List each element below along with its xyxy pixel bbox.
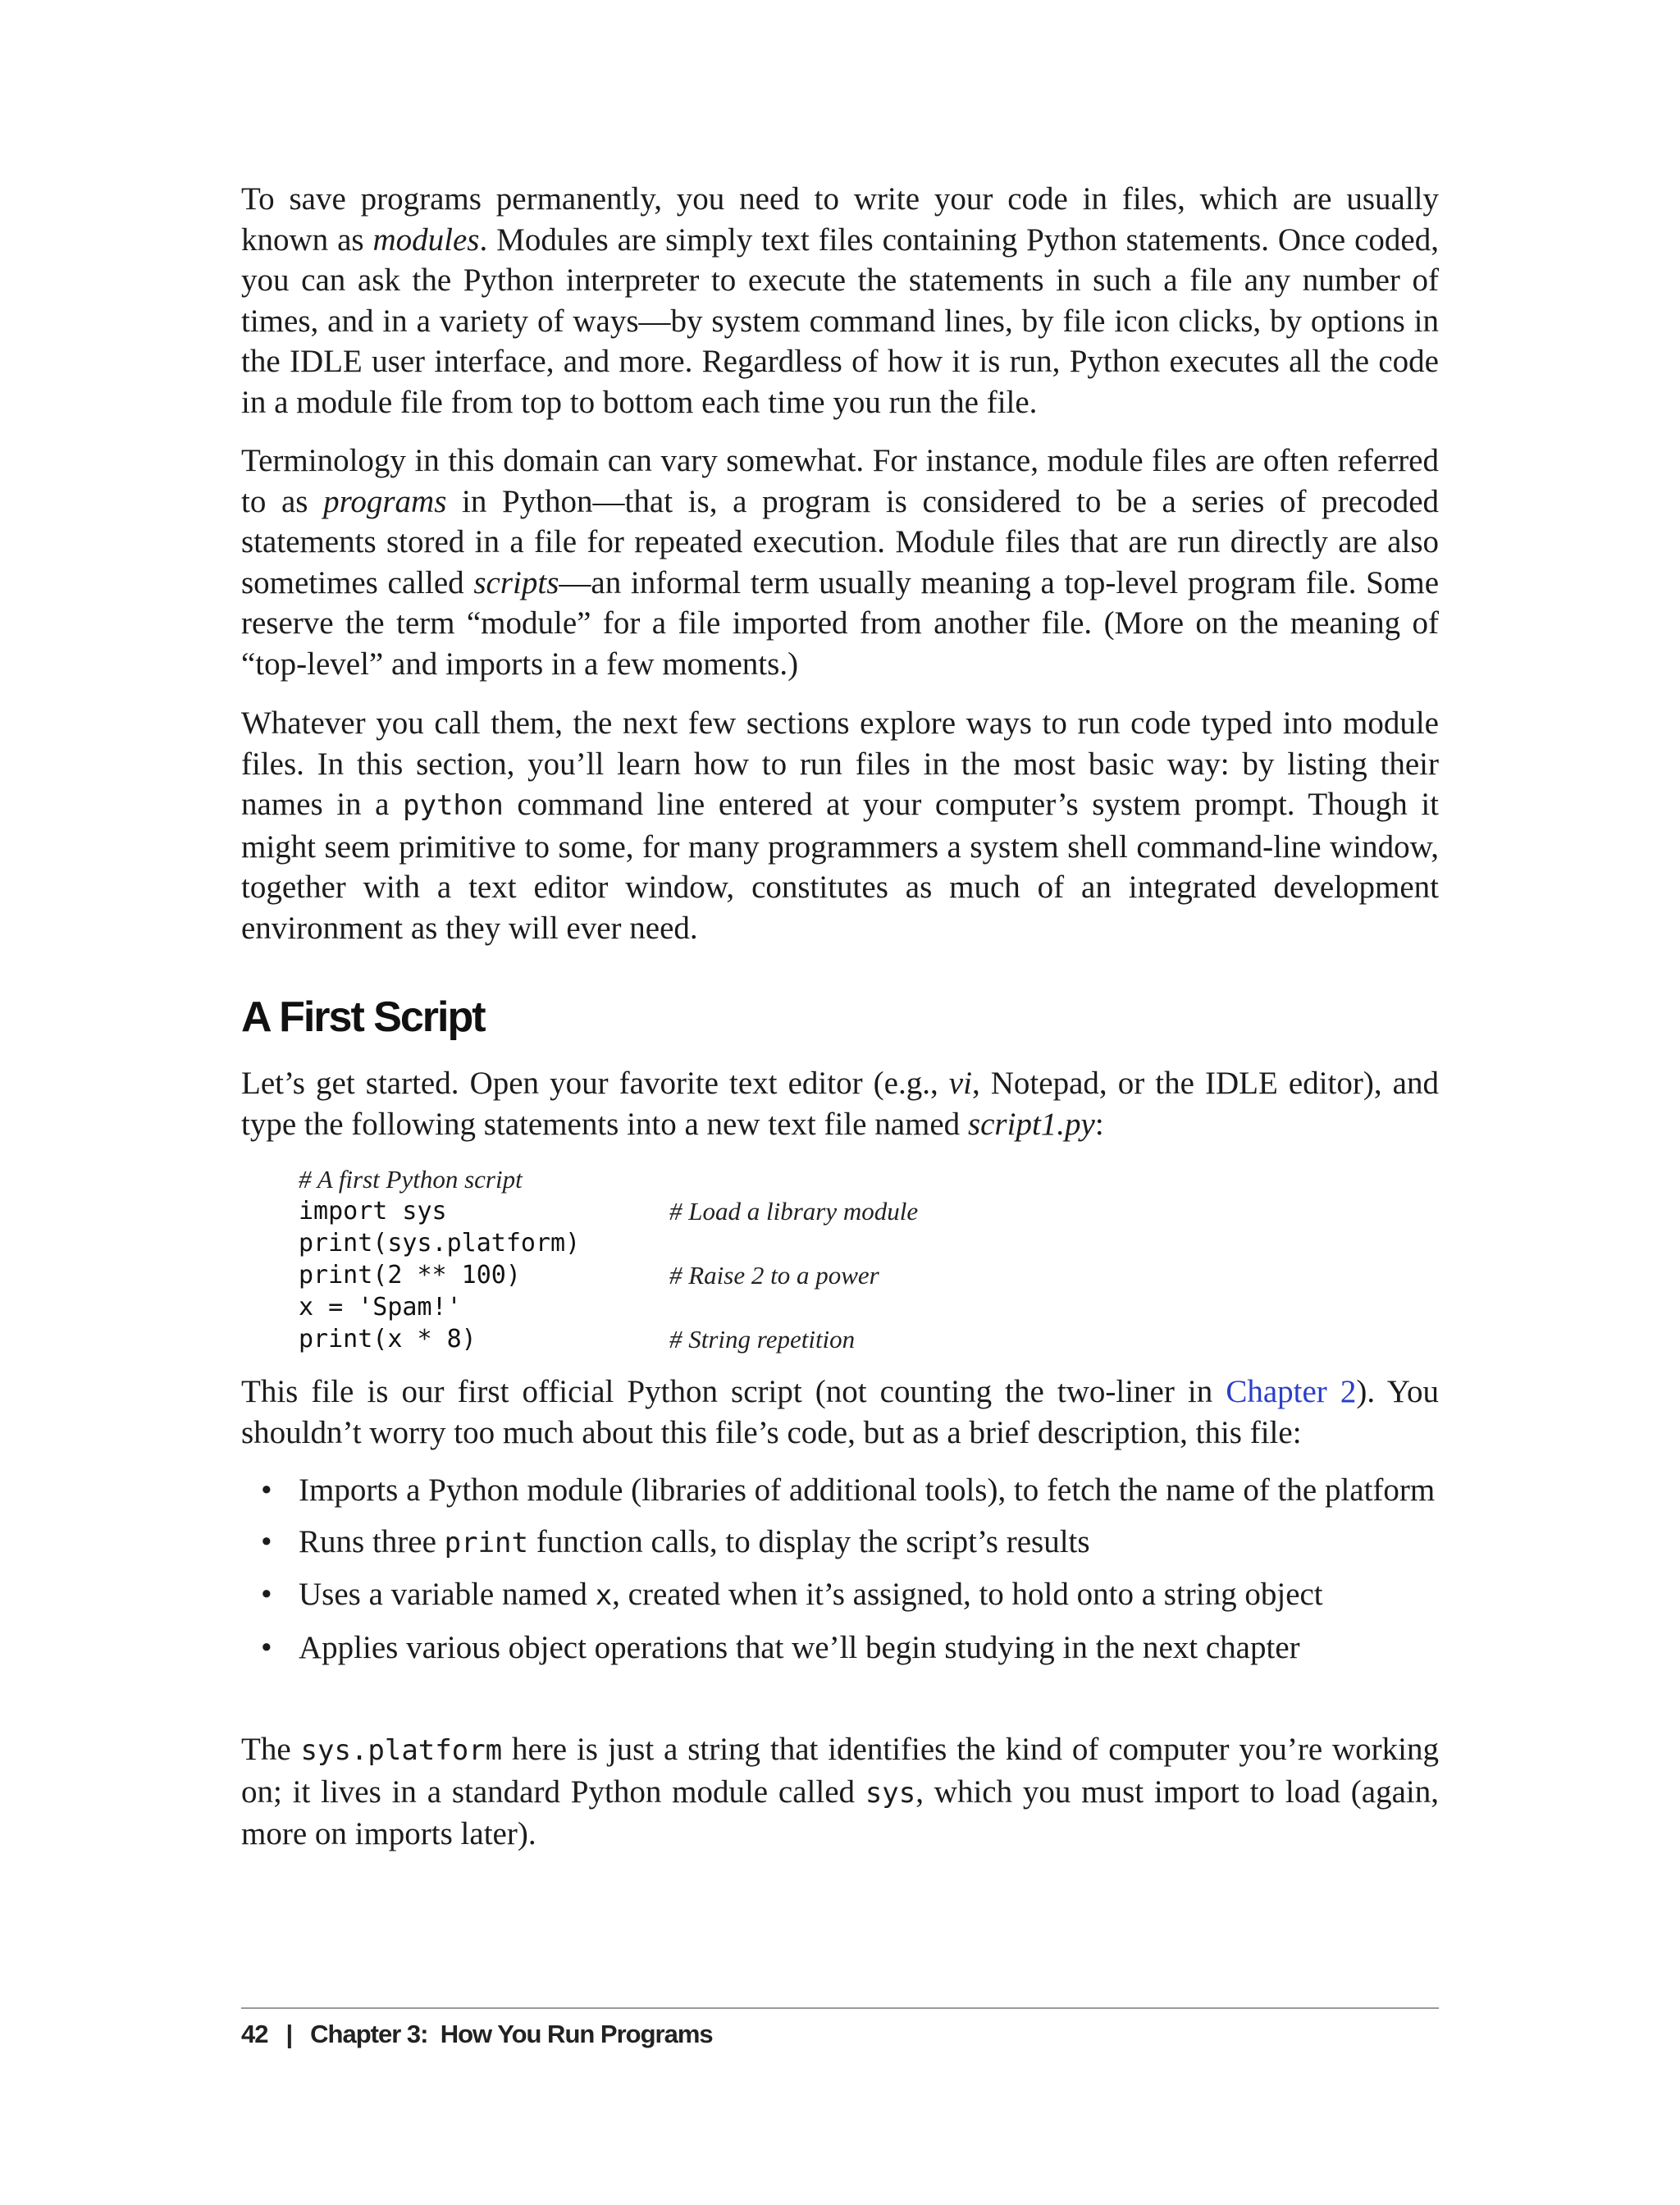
text-run: This file is our first official Python script (not counting the two-liner in — [241, 1374, 1226, 1409]
filename-script1: script1.py — [967, 1106, 1095, 1142]
text-run: in Python—that is, a program is considered to be a series of precoded statements stored in a file for repeated execution. Module files that are run directly are also sometimes called — [241, 483, 1440, 600]
running-footer-chapter: Chapter 3: How You Run Programs — [310, 2020, 713, 2048]
paragraph-whatever — [241, 703, 1439, 948]
term-vi: vi — [948, 1066, 972, 1101]
inline-code-x: x — [595, 1579, 613, 1612]
inline-code-python: python — [403, 789, 504, 822]
code-comment: # Load a library module — [669, 1197, 919, 1226]
text-run: Imports a Python module (libraries of additional tools), to fetch the name of the platform — [299, 1472, 1436, 1508]
text-run: command line entered at your computer’s system prompt. Though it might seem primitive to some, for many programmers a system shell command-line window, together with a text editor window, constitutes as much of an integrated development environment as they will ever need. — [241, 787, 1439, 946]
text-run: Applies various object operations that we’ll begin studying in the next chapter — [299, 1629, 1300, 1665]
text-run: The — [241, 1732, 301, 1767]
text-run: , created when it’s assigned, to hold onto a string object — [612, 1577, 1323, 1612]
bullet-icon: • — [261, 1523, 272, 1559]
inline-code-sys: sys — [865, 1776, 916, 1810]
code-statement: print(sys.platform) — [299, 1229, 581, 1258]
footer-divider — [241, 2007, 1439, 2009]
text-run: Terminology in this domain can vary somewhat. For instance, module files are often referred to as — [241, 443, 1439, 519]
section-heading: A First Script — [241, 993, 485, 1041]
text-run: Uses a variable named — [299, 1577, 596, 1612]
chapter-2-link[interactable]: Chapter 2 — [1226, 1374, 1357, 1409]
term-programs: programs — [323, 483, 447, 519]
page-footer — [241, 2020, 713, 2049]
bullet-icon: • — [261, 1629, 272, 1665]
code-comment: # Raise 2 to a power — [669, 1261, 879, 1290]
term-scripts: scripts — [473, 564, 559, 600]
text-run: here is just a string that identifies the kind of computer you’re working on; it lives in a standard Python module called — [241, 1732, 1439, 1810]
code-line — [299, 1291, 1119, 1323]
footer-separator: | — [285, 2020, 293, 2048]
text-run: ). You shouldn’t worry too much about this file’s code, but as a brief description, this file: — [241, 1374, 1439, 1450]
paragraph-terminology — [241, 441, 1439, 684]
text-run: To save programs permanently, you need to write your code in files, which are usually known as — [241, 181, 1439, 258]
paragraph-sys-platform — [241, 1729, 1439, 1855]
text-run: , Notepad, or the IDLE editor), and type the following statements into a new text file named — [241, 1066, 1439, 1142]
bullet-list — [241, 1470, 1439, 1678]
list-item — [241, 1470, 1439, 1511]
text-run: . Modules are simply text files containing Python statements. Once coded, you can ask the Python interpreter to execute the statements in such a file any number of times, and in a variety of ways—by system command lines, by file icon clicks, by options in the IDLE user interface, and more. Regardless of how it is run, Python executes all the code in a module file from top to bottom each time you run the file. — [241, 221, 1439, 420]
bullet-icon: • — [261, 1577, 272, 1612]
list-item — [241, 1628, 1439, 1669]
code-statement: import sys — [299, 1197, 447, 1226]
text-run: , which you must import to load (again, more on imports later). — [241, 1774, 1439, 1851]
list-item — [241, 1522, 1439, 1564]
text-run: —an informal term usually meaning a top-level program file. Some reserve the term “module” for a file imported from another file. (More on the meaning of “top-level” and imports in a few moments.) — [241, 564, 1440, 682]
code-listing — [299, 1163, 1119, 1355]
text-run: Let’s get started. Open your favorite text editor (e.g., — [241, 1066, 949, 1101]
code-line — [299, 1323, 1119, 1355]
text-run: function calls, to display the script’s results — [528, 1523, 1090, 1559]
text-run: Runs three — [299, 1523, 445, 1559]
code-line — [299, 1227, 1119, 1259]
code-line — [299, 1259, 1119, 1291]
code-line — [299, 1195, 1119, 1227]
code-comment: # A first Python script — [299, 1165, 523, 1194]
code-statement: print(x * 8) — [299, 1325, 477, 1354]
code-statement: print(2 ** 100) — [299, 1261, 521, 1290]
inline-code-sys-platform: sys.platform — [300, 1734, 503, 1767]
term-modules: modules — [372, 221, 480, 258]
code-line — [299, 1163, 1119, 1195]
bullet-icon: • — [261, 1472, 272, 1508]
page-number: 42 — [241, 2020, 268, 2048]
text-run: : — [1094, 1106, 1104, 1142]
text-run: Whatever you call them, the next few sections explore ways to run code typed into module files. In this section, you’ll learn how to run files in the most basic way: by listing their names in a — [241, 705, 1439, 822]
list-item — [241, 1574, 1439, 1617]
paragraph-get-started — [241, 1063, 1439, 1144]
code-comment: # String repetition — [669, 1325, 856, 1354]
paragraph-modules — [241, 179, 1439, 422]
paragraph-first-script — [241, 1372, 1439, 1453]
inline-code-print: print — [444, 1526, 528, 1559]
code-statement: x = 'Spam!' — [299, 1293, 462, 1322]
